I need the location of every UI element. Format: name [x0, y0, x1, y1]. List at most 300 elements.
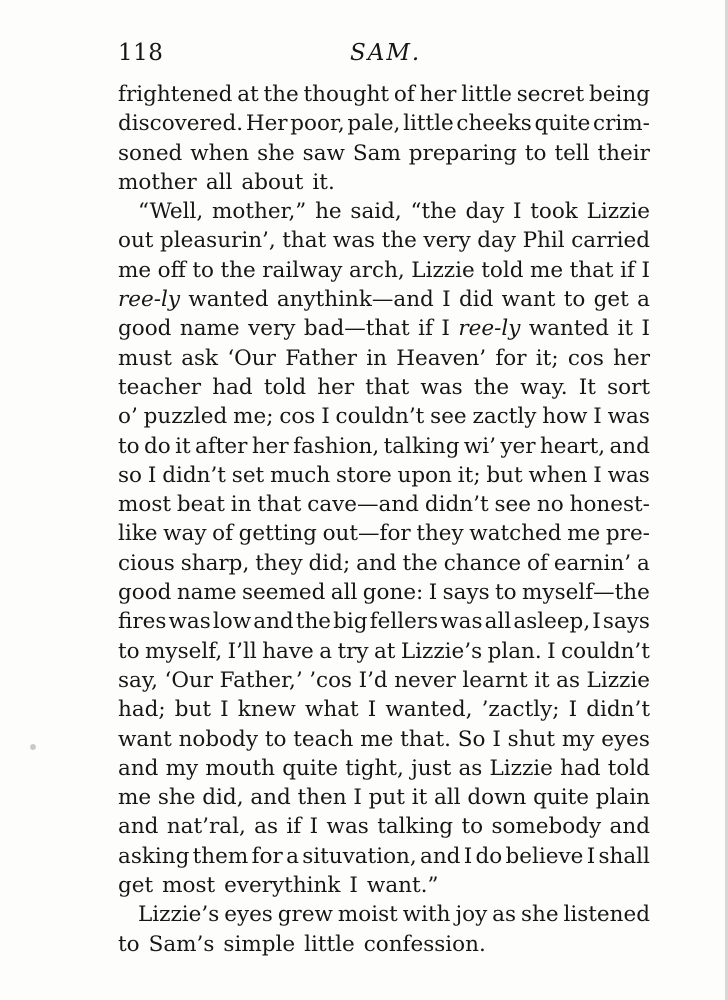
word: her — [251, 433, 289, 459]
text-line — [118, 812, 650, 841]
word: to — [461, 814, 484, 840]
word: ask — [181, 345, 219, 371]
word: good — [118, 580, 172, 606]
word: set — [231, 462, 265, 488]
word: yer — [500, 433, 536, 459]
word: want — [118, 726, 172, 752]
word: see — [430, 404, 467, 430]
word: I — [428, 580, 438, 606]
text-line — [118, 109, 650, 138]
word: little — [461, 82, 512, 107]
word: was — [607, 462, 650, 488]
word: the — [263, 82, 299, 107]
paper-speck — [30, 744, 36, 750]
word: no — [536, 492, 564, 518]
word: shut — [507, 726, 556, 752]
word: took — [530, 199, 578, 225]
word: asking — [118, 843, 190, 869]
word: mother — [118, 169, 197, 195]
word: bad—that — [303, 316, 410, 342]
word: anythink—and — [276, 287, 434, 313]
word: I — [220, 697, 229, 723]
word: most — [118, 492, 172, 518]
word: had — [212, 374, 253, 400]
word: after — [195, 433, 248, 459]
word: had; — [118, 697, 166, 723]
word: when — [528, 462, 588, 488]
word: quite — [282, 755, 339, 781]
word: I — [492, 726, 501, 752]
word: her — [419, 82, 457, 107]
word: I — [592, 609, 601, 635]
word: says — [442, 580, 490, 606]
word: it. — [312, 169, 335, 195]
word: if — [286, 814, 302, 840]
word: very — [248, 316, 296, 342]
word: to — [524, 140, 547, 166]
text-line — [118, 783, 650, 812]
word: told — [263, 374, 307, 400]
text-line — [118, 607, 650, 636]
word: nobody — [178, 726, 258, 752]
word: way — [163, 521, 207, 547]
text-line — [118, 344, 650, 373]
word: situvation, — [302, 843, 417, 869]
word: secret — [516, 82, 585, 107]
word: name — [176, 580, 237, 606]
word: all — [434, 785, 461, 811]
word: to — [495, 580, 517, 606]
word: low — [212, 609, 252, 635]
word: and — [609, 814, 650, 840]
word: for — [251, 843, 283, 869]
word: myself—the — [522, 580, 650, 606]
word: I — [641, 257, 650, 283]
word: heart, — [539, 433, 606, 459]
word: do — [475, 843, 503, 869]
word: “Well, — [138, 199, 204, 225]
word: arch, — [348, 257, 405, 283]
word: being — [589, 82, 650, 107]
word: discovered. — [118, 111, 244, 137]
word: me — [360, 726, 394, 752]
word: out — [118, 228, 154, 254]
word: puzzled — [143, 404, 228, 430]
text-line — [118, 549, 650, 578]
word: was — [332, 228, 376, 254]
word: day — [465, 199, 505, 225]
word: joy — [455, 902, 488, 928]
word: I — [367, 697, 377, 723]
word: must — [118, 345, 172, 371]
word: to — [192, 257, 214, 283]
word: have — [262, 638, 314, 664]
word: mother,” — [212, 199, 307, 225]
word: Father — [285, 345, 357, 371]
word: a — [319, 638, 333, 664]
word: of — [393, 82, 415, 107]
word: just — [411, 755, 452, 781]
word: teach — [293, 726, 354, 752]
word: and — [356, 550, 397, 576]
word: ’zactly; — [481, 697, 560, 723]
body-text — [118, 80, 650, 959]
word: simple — [223, 931, 296, 957]
word: want.” — [366, 873, 439, 899]
text-line — [118, 432, 650, 461]
word: she — [257, 140, 295, 166]
word: that — [282, 228, 327, 254]
word: listened — [563, 902, 650, 928]
word: I — [353, 785, 362, 811]
text-line — [118, 666, 650, 695]
page-header — [118, 40, 638, 74]
word: as — [254, 814, 279, 840]
text-line — [118, 139, 650, 168]
word: couldn’t — [335, 404, 425, 430]
word: to — [118, 638, 140, 664]
word: plan. — [487, 638, 542, 664]
word: that — [257, 492, 302, 518]
word: cious — [118, 550, 175, 576]
word: so — [118, 462, 142, 488]
word: pleasurin’, — [160, 228, 276, 254]
text-line — [118, 930, 650, 959]
word: mouth — [205, 755, 276, 781]
word: she — [157, 785, 196, 811]
word: Lizzie — [586, 667, 650, 693]
word: I — [309, 814, 319, 840]
word: Sam’s — [148, 931, 215, 957]
text-line — [118, 578, 650, 607]
word: Lizzie’s — [138, 902, 220, 928]
word: them — [192, 843, 249, 869]
word: her — [317, 374, 355, 400]
word: never — [394, 667, 456, 693]
word: name — [179, 316, 240, 342]
word: my — [165, 755, 199, 781]
word: asleep, — [513, 609, 591, 635]
word: eyes — [224, 902, 273, 928]
word: it — [617, 316, 634, 342]
word: couldn’t — [561, 638, 650, 664]
word: talking — [377, 814, 454, 840]
word: I — [147, 462, 157, 488]
text-line — [118, 490, 650, 519]
word: confession. — [363, 931, 486, 957]
word: and — [253, 609, 294, 635]
word: watched — [469, 521, 562, 547]
word: off — [157, 257, 186, 283]
word: thought — [303, 82, 390, 107]
word: and — [118, 814, 159, 840]
word: he — [315, 199, 342, 225]
word: very — [423, 228, 471, 254]
word: getting — [238, 521, 317, 547]
word: tell — [554, 140, 590, 166]
word: ‘Our — [227, 345, 276, 371]
word: did, — [202, 785, 244, 811]
word: they — [416, 521, 464, 547]
word: what — [304, 697, 359, 723]
word: did; — [308, 550, 351, 576]
word: most — [162, 873, 216, 899]
word: she — [520, 902, 559, 928]
word: crim- — [593, 111, 650, 137]
word: Phil — [522, 228, 565, 254]
word: little — [403, 111, 454, 137]
word: of — [212, 521, 234, 547]
word: it — [175, 433, 191, 459]
word: poor, — [290, 111, 345, 137]
word: if — [418, 316, 433, 342]
word: little — [304, 931, 355, 957]
word: day — [477, 228, 517, 254]
word: at — [237, 82, 259, 107]
running-head: SAM. — [350, 40, 422, 66]
word: my — [561, 726, 595, 752]
word: that — [365, 374, 410, 400]
word: of — [527, 550, 548, 576]
word: fellers — [369, 609, 439, 635]
word: ’cos — [309, 667, 353, 693]
word: I’ll — [227, 638, 257, 664]
text-line — [118, 197, 650, 226]
word: and — [420, 843, 461, 869]
word: somebody — [491, 814, 602, 840]
word: was — [607, 404, 650, 430]
word: I — [547, 638, 556, 664]
word: preparing — [408, 140, 517, 166]
word: then — [297, 785, 347, 811]
text-line — [118, 461, 650, 490]
word: put — [368, 785, 405, 811]
word: I — [442, 287, 451, 313]
word: ree-ly — [458, 316, 521, 342]
word: gone: — [362, 580, 424, 606]
word: was — [420, 374, 463, 400]
word: say, — [118, 667, 158, 693]
word: to — [118, 433, 140, 459]
word: how — [542, 404, 588, 430]
word: store — [336, 462, 392, 488]
word: me — [118, 257, 152, 283]
word: see — [494, 492, 531, 518]
text-line — [118, 637, 650, 666]
word: when — [190, 140, 250, 166]
word: a — [286, 843, 299, 869]
word: frightened — [118, 82, 233, 107]
word: as — [556, 667, 581, 693]
word: and — [118, 755, 159, 781]
word: railway — [262, 257, 343, 283]
word: did — [458, 287, 494, 313]
word: and — [609, 433, 650, 459]
word: for — [495, 345, 527, 371]
word: big — [333, 609, 368, 635]
word: nat’ral, — [166, 814, 246, 840]
word: Lizzie — [411, 257, 475, 283]
word: grew — [277, 902, 333, 928]
word: seemed — [242, 580, 326, 606]
word: wanted — [528, 316, 610, 342]
text-line — [118, 226, 650, 255]
word: myself, — [145, 638, 223, 664]
word: it; — [457, 462, 481, 488]
word: Lizzie’s — [400, 638, 483, 664]
word: chance — [443, 550, 522, 576]
word: and — [250, 785, 291, 811]
word: So — [457, 726, 486, 752]
word: all — [330, 580, 358, 606]
word: sharp, — [180, 550, 250, 576]
word: shall — [598, 843, 650, 869]
word: to — [563, 287, 586, 313]
word: but — [174, 697, 212, 723]
word: knew — [237, 697, 296, 723]
word: wi’ — [463, 433, 497, 459]
word: didn’t — [586, 697, 650, 723]
word: their — [597, 140, 650, 166]
word: try — [337, 638, 369, 664]
word: as — [458, 755, 483, 781]
text-line — [118, 314, 650, 343]
text-line — [118, 80, 650, 109]
word: do — [143, 433, 171, 459]
word: cos — [279, 404, 316, 430]
word: talking — [383, 433, 460, 459]
word: it; — [535, 345, 559, 371]
word: upon — [397, 462, 452, 488]
word: down — [467, 785, 527, 811]
text-line — [118, 373, 650, 402]
word: wanted, — [385, 697, 473, 723]
text-line — [118, 168, 650, 197]
text-line — [118, 256, 650, 285]
word: as — [492, 902, 517, 928]
word: at — [373, 638, 396, 664]
word: believe — [505, 843, 584, 869]
word: saw — [302, 140, 345, 166]
word: I — [586, 843, 596, 869]
word: way. — [520, 374, 568, 400]
word: quite — [534, 111, 591, 137]
word: but — [486, 462, 523, 488]
word: teacher — [118, 374, 202, 400]
text-line — [118, 519, 650, 548]
word: said, — [350, 199, 402, 225]
word: that. — [400, 726, 451, 752]
word: I — [593, 404, 602, 430]
word: didn’t — [424, 492, 489, 518]
word: want — [501, 287, 556, 313]
word: fashion, — [293, 433, 380, 459]
word: plain — [595, 785, 650, 811]
word: good — [118, 316, 172, 342]
word: it — [411, 785, 428, 811]
word: get — [118, 873, 154, 899]
word: me — [567, 521, 601, 547]
word: earnin’ — [553, 550, 632, 576]
word: tight, — [345, 755, 404, 781]
word: me — [118, 785, 152, 811]
word: I’d — [358, 667, 388, 693]
word: the — [220, 257, 256, 283]
word: with — [402, 902, 451, 928]
text-line — [118, 725, 650, 754]
word: told — [607, 755, 650, 781]
word: much — [270, 462, 331, 488]
text-line — [118, 871, 650, 900]
word: the — [295, 609, 332, 635]
word: was — [326, 814, 369, 840]
word: eyes — [601, 726, 650, 752]
word: it — [534, 667, 550, 693]
word: I — [512, 199, 522, 225]
text-line — [118, 842, 650, 871]
word: to — [264, 726, 287, 752]
word: the — [381, 228, 417, 254]
word: the — [473, 374, 510, 400]
text-line — [118, 754, 650, 783]
text-line — [118, 285, 650, 314]
word: cos — [567, 345, 604, 371]
word: wanted — [188, 287, 269, 313]
word: all — [205, 169, 233, 195]
word: that — [569, 257, 614, 283]
word: I — [641, 316, 650, 342]
word: Sam — [352, 140, 401, 166]
word: was — [440, 609, 483, 635]
word: her — [613, 345, 650, 371]
word: carried — [571, 228, 650, 254]
word: Lizzie — [489, 755, 553, 781]
word: told — [481, 257, 524, 283]
word: soned — [118, 140, 183, 166]
word: didn’t — [162, 462, 226, 488]
word: a — [637, 287, 650, 313]
word: pre- — [605, 521, 650, 547]
word: pale, — [347, 111, 401, 137]
word: Father,’ — [219, 667, 303, 693]
word: everythink — [224, 873, 341, 899]
word: in — [366, 345, 387, 371]
word: quite — [533, 785, 589, 811]
word: like — [118, 521, 158, 547]
word: I — [441, 316, 450, 342]
word: in — [230, 492, 252, 518]
word: Heaven’ — [396, 345, 487, 371]
word: I — [568, 697, 578, 723]
word: It — [578, 374, 596, 400]
word: was — [168, 609, 211, 635]
word: beat — [176, 492, 225, 518]
word: I — [321, 404, 330, 430]
word: if — [620, 257, 635, 283]
word: about — [241, 169, 304, 195]
word: Her — [245, 111, 288, 137]
word: had — [560, 755, 601, 781]
text-line — [118, 695, 650, 724]
word: they — [255, 550, 303, 576]
page-number: 118 — [118, 40, 164, 66]
word: zactly — [472, 404, 537, 430]
word: the — [402, 550, 438, 576]
word: learnt — [462, 667, 528, 693]
word: cheeks — [456, 111, 532, 137]
word: ‘Our — [164, 667, 214, 693]
text-line — [118, 402, 650, 431]
